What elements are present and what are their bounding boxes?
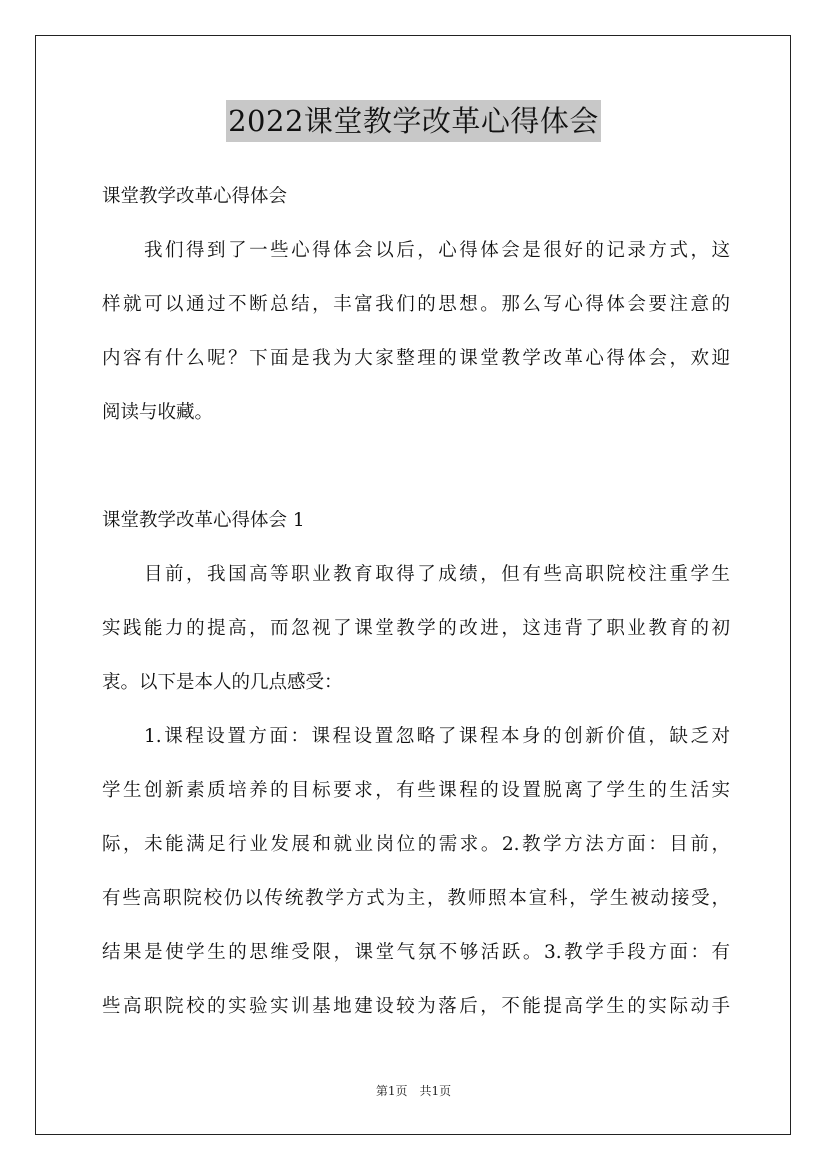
title-container xyxy=(0,100,827,142)
section-line: 学生创新素质培养的目标要求，有些课程的设置脱离了学生的生活实 xyxy=(102,780,730,801)
intro-line: 内容有什么呢？下面是我为大家整理的课堂教学改革心得体会，欢迎 xyxy=(102,348,730,369)
intro-line: 我们得到了一些心得体会以后，心得体会是很好的记录方式，这 xyxy=(144,240,730,261)
section-line: 实践能力的提高，而忽视了课堂教学的改进，这违背了职业教育的初 xyxy=(102,618,730,639)
section-line: 些高职院校的实验实训基地建设较为落后，不能提高学生的实际动手 xyxy=(102,996,730,1017)
page-footer: 第1页 共1页 xyxy=(375,1084,452,1098)
intro-line: 样就可以通过不断总结，丰富我们的思想。那么写心得体会要注意的 xyxy=(102,294,730,315)
section-line: 衷。以下是本人的几点感受： xyxy=(102,672,343,693)
section-heading: 课堂教学改革心得体会 1 xyxy=(102,510,305,531)
document-title: 2022课堂教学改革心得体会 xyxy=(226,100,601,142)
intro-line: 阅读与收藏。 xyxy=(102,402,214,423)
section-line: 际，未能满足行业发展和就业岗位的需求。2.教学方法方面：目前， xyxy=(102,834,730,855)
paragraph-gap xyxy=(102,440,730,494)
section-line: 1.课程设置方面：课程设置忽略了课程本身的创新价值，缺乏对 xyxy=(144,726,730,747)
section-line: 有些高职院校仍以传统教学方式为主，教师照本宣科，学生被动接受， xyxy=(102,888,730,909)
document-body xyxy=(102,170,730,1034)
subtitle: 课堂教学改革心得体会 xyxy=(102,186,288,207)
section-line: 目前，我国高等职业教育取得了成绩，但有些高职院校注重学生 xyxy=(144,564,730,585)
section-line: 结果是使学生的思维受限，课堂气氛不够活跃。3.教学手段方面：有 xyxy=(102,942,730,963)
